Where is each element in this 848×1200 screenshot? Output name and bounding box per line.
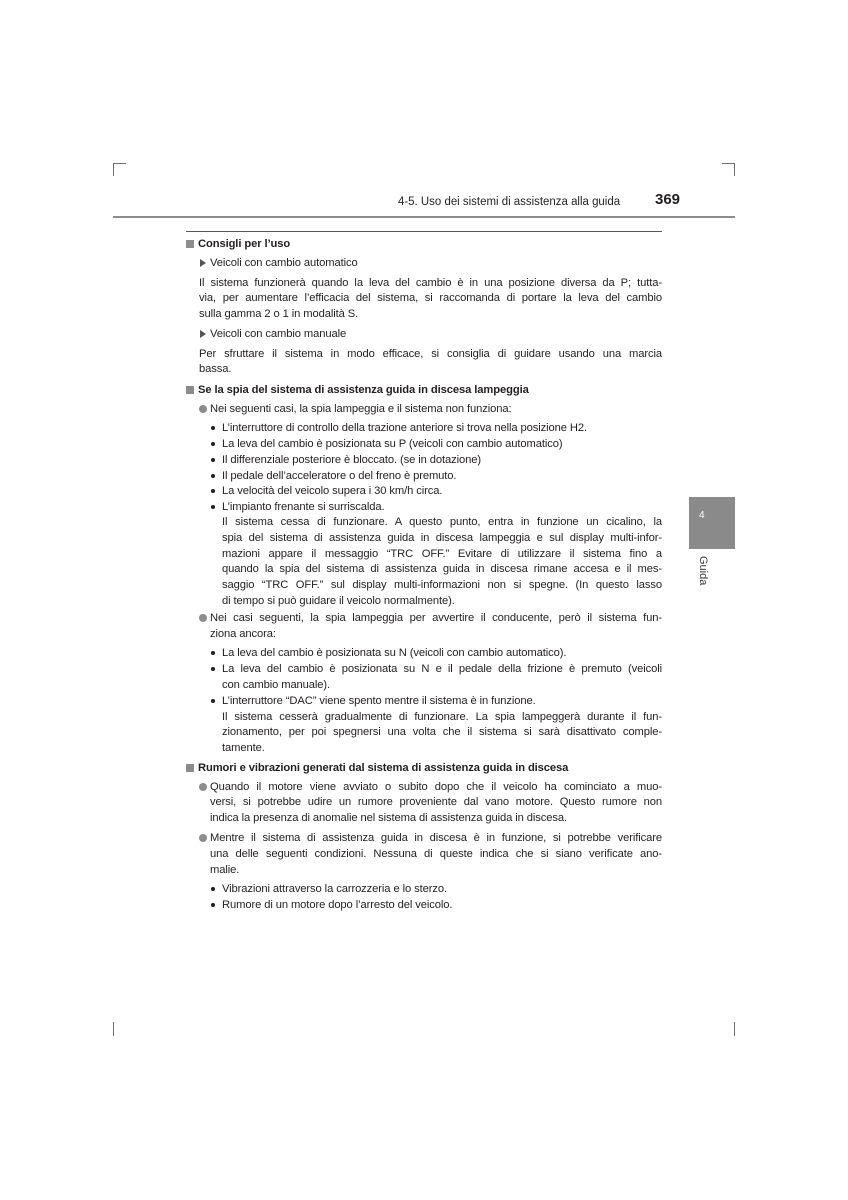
bullet-line: Il pedale dell’acceleratore o del freno è premuto. <box>222 470 457 482</box>
crop-mark-top-right <box>734 163 735 176</box>
body-line: bassa. <box>199 363 232 375</box>
section-heading: Se la spia del sistema di assistenza guida in discesa lampeggia <box>198 384 529 396</box>
header-section-title: 4-5. Uso dei sistemi di assistenza alla guida <box>398 196 621 208</box>
bullet-line: L’interruttore di controllo della trazione anteriore si trova nella posizione H2. <box>222 422 588 434</box>
triangle-arrow-icon <box>200 330 206 338</box>
chapter-tab <box>689 497 735 549</box>
body-line: Per sfruttare il sistema in modo efficace, si consiglia di guidare usando una marcia <box>199 348 662 360</box>
bullet-line: L’interruttore “DAC” viene spento mentre il sistema è in funzione. <box>222 695 536 707</box>
chapter-number: 4 <box>699 510 705 521</box>
dot-bullet-icon <box>211 489 215 493</box>
subsection-label: Veicoli con cambio manuale <box>210 328 347 340</box>
bullet-line: La velocità del veicolo supera i 30 km/h circa. <box>222 485 443 497</box>
crop-mark-top-left <box>113 163 114 176</box>
point-line: Mentre il sistema di assistenza guida in discesa è in funzione, si potrebbe verificare <box>210 832 662 844</box>
round-bullet-icon <box>199 783 207 791</box>
content-top-rule <box>186 231 662 232</box>
round-bullet-icon <box>199 405 207 413</box>
bullet-line: zionamento, per poi spegnersi una volta che il sistema si sarà disattivato comple- <box>222 726 662 738</box>
triangle-arrow-icon <box>200 259 206 267</box>
point-line: Nei seguenti casi, la spia lampeggia e il sistema non funziona: <box>210 403 512 415</box>
bullet-line: di tempo si può guidare il veicolo normalmente). <box>222 595 455 607</box>
bullet-line: La leva del cambio è posizionata su N (veicoli con cambio automatico). <box>222 647 567 659</box>
bullet-line: Il sistema cesserà gradualmente di funzionare. La spia lampeggerà durante il fun- <box>222 711 662 723</box>
square-bullet-icon <box>186 386 194 394</box>
dot-bullet-icon <box>211 442 215 446</box>
bullet-line: saggio “TRC OFF.” sul display multi-informazioni non si spegne. (In questo lasso <box>222 579 662 591</box>
body-line: via, per aumentare l’efficacia del sistema, si raccomanda di portare la leva del cambio <box>199 292 662 304</box>
bullet-line: mazioni appare il messaggio “TRC OFF.” Evitare di utilizzare il sistema fino a <box>222 548 662 560</box>
dot-bullet-icon <box>211 651 215 655</box>
body-line: sulla gamma 2 o 1 in modalità S. <box>199 308 359 320</box>
dot-bullet-icon <box>211 903 215 907</box>
bullet-line: Il differenziale posteriore è bloccato. (se in dotazione) <box>222 454 482 466</box>
section-heading: Rumori e vibrazioni generati dal sistema di assistenza guida in discesa <box>198 762 569 774</box>
point-line: Nei casi seguenti, la spia lampeggia per avvertire il conducente, però il sistema fun- <box>210 612 662 624</box>
bullet-line: con cambio manuale). <box>222 679 331 691</box>
point-line: una delle seguenti condizioni. Nessuna di queste indica che si siano verificate ano- <box>210 848 662 860</box>
bullet-line: quando la spia del sistema di assistenza guida in discesa rimane accesa e il mes- <box>222 563 662 575</box>
dot-bullet-icon <box>211 458 215 462</box>
dot-bullet-icon <box>211 426 215 430</box>
bullet-line: Vibrazioni attraverso la carrozzeria e lo sterzo. <box>222 883 447 895</box>
point-line: versi, si potrebbe udire un rumore proveniente dal vano motore. Questo rumore non <box>210 796 662 808</box>
page-number: 369 <box>655 191 681 208</box>
subsection-label: Veicoli con cambio automatico <box>210 257 358 269</box>
bullet-line: spia del sistema di assistenza guida in discesa lampeggia e sul display multi-infor- <box>222 532 662 544</box>
point-line: Quando il motore viene avviato o subito dopo che il veicolo ha cominciato a muo- <box>210 781 662 793</box>
bullet-line: La leva del cambio è posizionata su P (veicoli con cambio automatico) <box>222 438 563 450</box>
round-bullet-icon <box>199 614 207 622</box>
dot-bullet-icon <box>211 699 215 703</box>
bullet-line: La leva del cambio è posizionata su N e il pedale della frizione è premuto (veicoli <box>222 663 662 675</box>
header-rule <box>113 216 735 218</box>
square-bullet-icon <box>186 764 194 772</box>
bullet-line: Il sistema cessa di funzionare. A questo punto, entra in funzione un cicalino, la <box>222 516 662 528</box>
bullet-line: L’impianto frenante si surriscalda. <box>222 501 385 513</box>
chapter-title: Guida <box>697 556 709 586</box>
square-bullet-icon <box>186 240 194 248</box>
dot-bullet-icon <box>211 887 215 891</box>
bullet-line: tamente. <box>222 742 265 754</box>
crop-mark-top-left <box>113 163 126 164</box>
point-line: indica la presenza di anomalie nel sistema di assistenza guida in discesa. <box>210 812 568 824</box>
point-line: ziona ancora: <box>210 628 276 640</box>
crop-mark-bottom-left <box>113 1022 114 1036</box>
point-line: malie. <box>210 864 240 876</box>
dot-bullet-icon <box>211 474 215 478</box>
round-bullet-icon <box>199 834 207 842</box>
crop-mark-bottom-right <box>734 1022 735 1036</box>
section-heading: Consigli per l’uso <box>198 238 291 250</box>
dot-bullet-icon <box>211 667 215 671</box>
body-line: Il sistema funzionerà quando la leva del cambio è in una posizione diversa da P; tutta- <box>199 277 662 289</box>
dot-bullet-icon <box>211 505 215 509</box>
bullet-line: Rumore di un motore dopo l’arresto del veicolo. <box>222 899 453 911</box>
